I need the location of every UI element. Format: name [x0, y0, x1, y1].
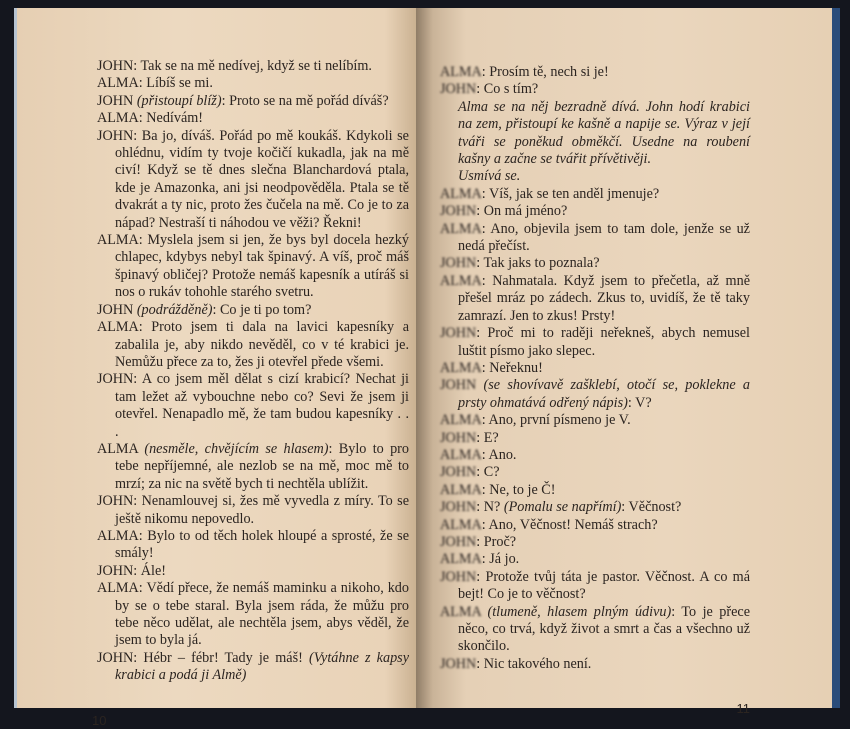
dialogue-text: Víš, jak se ten anděl jmenuje?: [489, 185, 660, 202]
dialogue-text: Proto jsem ti dala na lavici kapesníky a zabalila je, aby nikdo nevěděl, co v té krabici je. Nemůžu přece za to, žes ji otevřel přede všemi.: [115, 319, 410, 370]
dialogue-text: Ano, Věčnost! Nemáš strach?: [488, 516, 658, 533]
dialogue-line: JOHN: Hébr – fébr! Tady je máš! (Vytáhne z kapsy krabici a podá ji Almě): [97, 649, 409, 684]
speaker-name: JOHN: [97, 127, 134, 144]
speaker-name: JOHN: [440, 255, 477, 272]
dialogue-line: JOHN (se shovívavě zašklebí, otočí se, poklekne a prsty ohmatává odřený nápis): V?: [440, 377, 751, 411]
speaker-name: ALMA: [440, 516, 482, 533]
dialogue-text: Bylo to pro tebe nepříjemné, ale nezlob se na mě, moc mě to mrzí; za nic na světě bych ti nechtěla ublížit.: [115, 440, 410, 492]
dialogue-text: Nedívám!: [146, 110, 204, 127]
dialogue-line: JOHN (podrážděně): Co je ti po tom?: [97, 301, 312, 318]
dialogue-line: JOHN: Co s tím?: [440, 81, 539, 98]
right-page: [416, 8, 834, 717]
speaker-name: JOHN: [440, 533, 477, 550]
dialogue-line: ALMA: Nedívám!: [97, 110, 204, 127]
stage-direction: (podrážděně): [136, 301, 213, 318]
speaker-name: ALMA: [440, 603, 481, 620]
dialogue-text: N?: [483, 499, 504, 516]
dialogue-line: ALMA: Víš, jak se ten anděl jmenuje?: [440, 185, 660, 202]
speaker-name: JOHN: [97, 58, 134, 74]
dialogue-line: JOHN: A co jsem měl dělat s cizí krabicí? Nechat ji tam ležet až vybouchne nebo co? Sevi že jsem ji otevřel. Nenapadlo mě, že tam budou kapesníky . . .: [97, 371, 409, 440]
speaker-name: JOHN: [440, 499, 477, 516]
speaker-name: ALMA: [440, 481, 482, 498]
dialogue-line: JOHN: N? (Pomalu se napřímí): Věčnost?: [440, 499, 682, 516]
speaker-name: ALMA: [440, 220, 482, 237]
dialogue-text: Hébr – fébr! Tady je máš!: [143, 649, 309, 666]
dialogue-text: Protože tvůj táta je pastor. Věčnost. A co má bejt! Co je to věčnost?: [458, 568, 750, 603]
dialogue-text: Tak jaks to poznala?: [483, 255, 600, 272]
dialogue-line: ALMA: Ano, první písmeno je V.: [440, 412, 631, 429]
dialogue-line: JOHN: Nic takového není.: [440, 655, 592, 672]
dialogue-text: Líbíš se mi.: [146, 75, 213, 92]
page-number-right: 11: [736, 701, 750, 717]
dialogue-text: Nahmatala. Když jsem to přečetla, až mně přešel mráz po zádech. Zkus to, uvidíš, že tě taky zamrazí. Jen to zkus! Prsty!: [458, 272, 750, 324]
dialogue-text: Nenamlouvej si, žes mě vyvedla z míry. To se ještě nikomu nepovedlo.: [115, 493, 409, 527]
speaker-name: ALMA: [440, 359, 482, 376]
speaker-name: ALMA: [97, 110, 139, 127]
speaker-name: JOHN: [440, 81, 477, 98]
dialogue-line: JOHN: Ále!: [97, 562, 166, 579]
left-page: [14, 8, 417, 728]
speaker-name: JOHN: [440, 203, 477, 220]
dialogue-line: ALMA: Ano.: [440, 446, 517, 463]
speaker-name: JOHN: [440, 377, 477, 394]
dialogue-text: Nic takového není.: [483, 655, 592, 672]
dialogue-line: ALMA: Já jo.: [440, 551, 520, 568]
dialogue-line: JOHN: Protože tvůj táta je pastor. Věčnost. A co má bejt! Co je to věčnost?: [440, 568, 750, 603]
dialogue-line: ALMA: Ano, Věčnost! Nemáš strach?: [440, 516, 658, 533]
dialogue-text: Co je ti po tom?: [219, 301, 312, 318]
dialogue-line: ALMA: Vědí přece, že nemáš maminku a nikoho, kdo by se o tebe staral. Byla jsem ráda, že můžu pro tebe něco udělat, ale nechtěla jsem, abys věděl, že jsem to byla já.: [97, 580, 409, 649]
dialogue-text: Proč mi to raději neřekneš, abych nemusel luštit písmo jako slepec.: [458, 325, 750, 359]
dialogue-text: Ano, první písmeno je V.: [488, 412, 631, 429]
dialogue-text: A co jsem měl dělat s cizí krabicí? Nechat ji tam ležet až vybouchne nebo co? Sevi že jsem ji otevřel. Nenapadlo mě, že tam budou kapesníky . . .: [115, 371, 409, 440]
dialogue-text: Prosím tě, nech si je!: [489, 64, 609, 80]
dialogue-text: Myslela jsem si jen, že bys byl docela hezký chlapec, kdybys nebyl tak špinavý. A víš, proč máš špinavý obličej? Protože nemáš kapesník a utíráš si nos o rukáv tohohle starého svetru.: [115, 232, 409, 301]
speaker-name: JOHN: [440, 325, 477, 342]
dialogue-text: On má jméno?: [483, 203, 568, 220]
left-page-text: [92, 58, 410, 729]
dialogue-line: ALMA: Proto jsem ti dala na lavici kapesníky a zabalila je, aby nikdo nevěděl, co v té krabici je. Nemůžu přece za to, žes ji otevřel přede všemi.: [97, 319, 410, 370]
right-page-text: [440, 64, 750, 717]
speaker-name: JOHN: [97, 493, 134, 510]
dialogue-line: ALMA: Ano, objevila jsem to tam dole, jenže se už nedá přečíst.: [440, 220, 750, 255]
stage-direction: (Vytáhne z kapsy krabici a podá ji Almě): [115, 649, 409, 684]
stage-direction: (Pomalu se napřímí): [503, 499, 622, 516]
speaker-name: JOHN: [97, 301, 134, 318]
speaker-name: JOHN: [97, 371, 134, 388]
speaker-name: JOHN: [440, 429, 477, 446]
dialogue-line: JOHN: Tak jaks to poznala?: [440, 255, 600, 272]
dialogue-text: Co s tím?: [483, 81, 539, 98]
speaker-name: JOHN: [440, 655, 477, 672]
dialogue-line: ALMA: Bylo to od těch holek hloupé a sprosté, že se smály!: [97, 527, 409, 562]
speaker-name: ALMA: [97, 232, 139, 249]
speaker-name: ALMA: [440, 185, 482, 202]
dialogue-text: C?: [483, 464, 500, 481]
dialogue-text: Ano, objevila jsem to tam dole, jenže se už nedá přečíst.: [458, 220, 750, 255]
dialogue-text: Tak se na mě nedívej, když se ti nelíbím.: [140, 58, 372, 74]
dialogue-line: JOHN: Tak se na mě nedívej, když se ti nelíbím.: [97, 58, 372, 74]
dialogue-text: Neřeknu!: [489, 359, 543, 376]
speaker-name: ALMA: [97, 75, 139, 92]
speaker-name: ALMA: [440, 446, 482, 463]
dialogue-line: ALMA: Ne, to je Č!: [440, 481, 556, 498]
dialogue-line: JOHN: Nenamlouvej si, žes mě vyvedla z míry. To se ještě nikomu nepovedlo.: [97, 493, 409, 527]
speaker-name: JOHN: [97, 649, 134, 666]
dialogue-line: ALMA: Myslela jsem si jen, že bys byl docela hezký chlapec, kdybys nebyl tak špinavý. A víš, proč máš špinavý obličej? Protože nemáš kapesník a utíráš si nos o rukáv tohohle starého svetru.: [97, 232, 409, 301]
dialogue-text: Ne, to je Č!: [489, 481, 556, 498]
dialogue-line: JOHN: E?: [440, 429, 499, 446]
speaker-name: ALMA: [440, 64, 482, 80]
speaker-name: ALMA: [97, 440, 138, 457]
dialogue-line: JOHN (přistoupí blíž): Proto se na mě pořád díváš?: [97, 92, 389, 109]
speaker-name: ALMA: [97, 527, 139, 544]
speaker-name: JOHN: [97, 92, 134, 109]
speaker-name: ALMA: [440, 272, 482, 289]
dialogue-text: To je přece něco, co trvá, když život a smrt a čas a všechno už skončilo.: [458, 603, 751, 655]
dialogue-text: E?: [483, 429, 499, 446]
dialogue-line: JOHN: Proč mi to raději neřekneš, abych nemusel luštit písmo jako slepec.: [440, 325, 750, 359]
dialogue-text: Ano.: [488, 446, 517, 463]
dialogue-line: ALMA: Nahmatala. Když jsem to přečetla, až mně přešel mráz po zádech. Zkus to, uvidíš, že tě taky zamrazí. Jen to zkus! Prsty!: [440, 272, 750, 324]
dialogue-line: JOHN: Proč?: [440, 533, 517, 550]
dialogue-text: Vědí přece, že nemáš maminku a nikoho, kdo by se o tebe staral. Byla jsem ráda, že můžu pro tebe něco udělat, ale nechtěla jsem, abys věděl, že jsem to byla já.: [115, 580, 409, 649]
dialogue-line: ALMA: Prosím tě, nech si je!: [440, 64, 609, 80]
dialogue-line: JOHN: C?: [440, 464, 500, 481]
dialogue-text: Věčnost?: [628, 499, 682, 516]
dialogue-text: V?: [635, 394, 652, 411]
dialogue-text: Proto se na mě pořád díváš?: [229, 92, 389, 109]
page-number-left: 10: [92, 712, 107, 728]
dialogue-text: Ba jo, díváš. Pořád po mě koukáš. Kdykoli se ohlédnu, vidím ty tvoje kočičí kukadla, jak na mě civí! Když se tě dnes slečna Blanchardová ptala, kde je Amazonka, ani jsi neodpověděla. Ptala se tě dvakrát a ty nic, proto žes čučela na mě. Co je to za nápad? Nestraší ti náhodou ve věži? Řekni!: [115, 127, 409, 231]
dialogue-text: Proč?: [483, 533, 517, 550]
dialogue-text: Bylo to od těch holek hloupé a sprosté, že se smály!: [115, 527, 409, 562]
speaker-name: ALMA: [440, 551, 482, 568]
dialogue-text: Já jo.: [489, 551, 520, 568]
stage-direction: (nesměle, chvějícím se hlasem): [144, 440, 329, 457]
dialogue-line: ALMA (nesměle, chvějícím se hlasem): Bylo to pro tebe nepříjemné, ale nezlob se na mě, moc mě to mrzí; za nic na světě bych ti nechtěla ublížit.: [97, 440, 410, 492]
speaker-name: ALMA: [440, 412, 482, 429]
dialogue-line: JOHN: On má jméno?: [440, 203, 568, 220]
dialogue-line: JOHN: Ba jo, díváš. Pořád po mě koukáš. Kdykoli se ohlédnu, vidím ty tvoje kočičí kukadla, jak na mě civí! Když se tě dnes slečna Blanchardová ptala, kde je Amazonka, ani jsi neodpověděla. Ptala se tě dvakrát a ty nic, proto žes čučela na mě. Co je to za nápad? Nestraší ti náhodou ve věži? Řekni!: [97, 127, 409, 231]
dialogue-line: ALMA (tlumeně, hlasem plným údivu): To je přece něco, co trvá, když život a smrt a čas a všechno už skončilo.: [440, 603, 751, 655]
speaker-name: ALMA: [97, 580, 139, 597]
speaker-name: JOHN: [440, 464, 477, 481]
stage-direction: Alma se na něj bezradně dívá. John hodí krabici na zem, přistoupí ke kašně a napije se. Výraz v její tváři se poněkud obměkčí. Usedne na roubení kašny a začne se tvářit přívětivěji.: [458, 98, 750, 168]
speaker-name: JOHN: [440, 568, 477, 585]
dialogue-line: ALMA: Neřeknu!: [440, 359, 543, 376]
stage-direction: Usmívá se.: [458, 168, 521, 185]
speaker-name: ALMA: [97, 319, 139, 336]
speaker-name: JOHN: [97, 562, 134, 579]
stage-direction: (přistoupí blíž): [136, 92, 222, 109]
stage-direction: (tlumeně, hlasem plným údivu): [487, 603, 672, 620]
stage-direction: (se shovívavě zašklebí, otočí se, poklekne a prsty ohmatává odřený nápis): [458, 377, 751, 411]
dialogue-text: Ále!: [140, 562, 166, 579]
dialogue-line: ALMA: Líbíš se mi.: [97, 75, 213, 92]
